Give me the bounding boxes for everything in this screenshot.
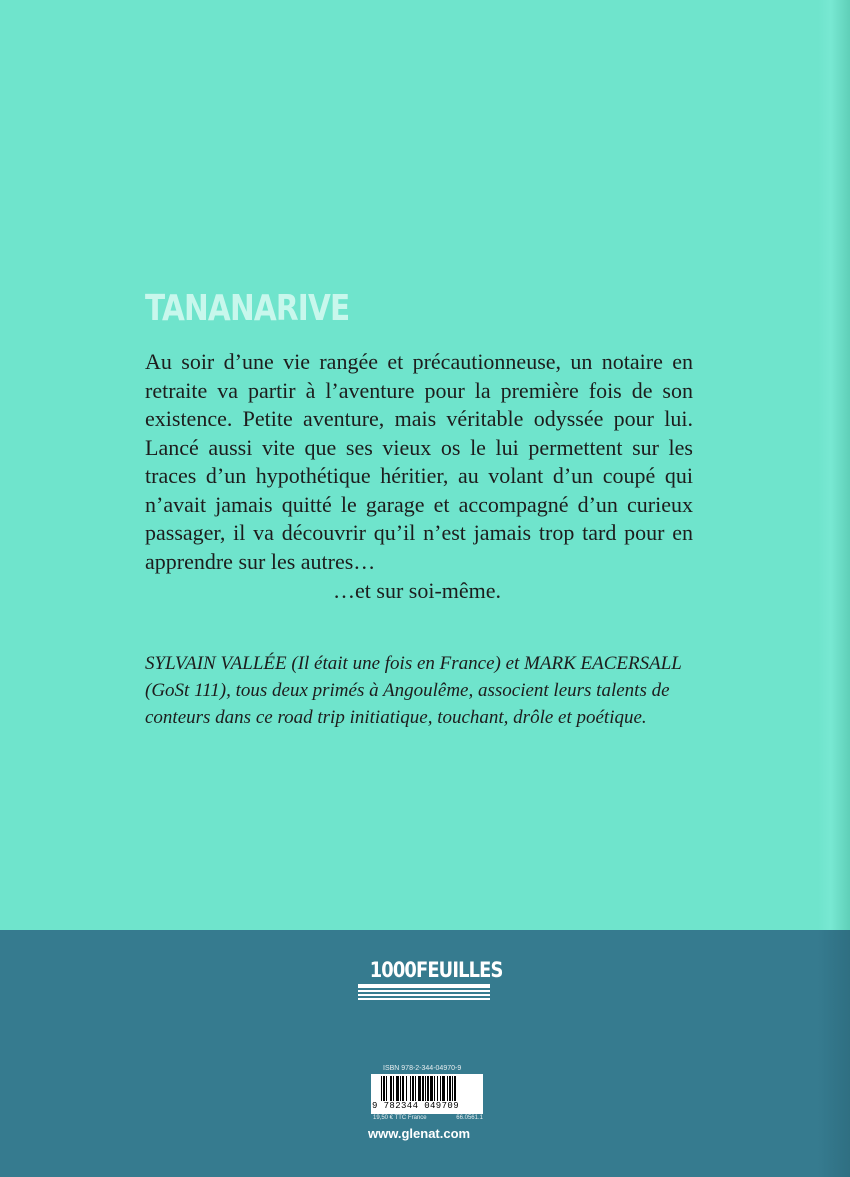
band-edge: [818, 930, 850, 1177]
authors-note: SYLVAIN VALLÉE (Il était une fois en France) et MARK EACERSALL (GoSt 111), tous deux primés à Angoulême, associent leurs talents de conteurs dans ce road trip initiatique, touchant, drôle et poétique.: [145, 653, 682, 728]
publisher-logo-stripes: [358, 984, 490, 1001]
publisher-website: www.glenat.com: [368, 1126, 471, 1141]
book-title: TANANARIVE: [145, 288, 350, 329]
barcode-bars: [381, 1076, 477, 1102]
product-code: 66.0561.1: [456, 1115, 483, 1121]
publisher-logo-text: 1000FEUILLES: [369, 958, 503, 982]
barcode-number: 9 782344 049709: [372, 1101, 482, 1111]
price-label: 19,50 € TTC France: [373, 1115, 427, 1121]
cover-edge: [818, 0, 850, 930]
publisher-logo: [358, 957, 503, 999]
summary-coda: …et sur soi-même.: [333, 578, 502, 603]
barcode: [371, 1074, 483, 1114]
summary-text: Au soir d’une vie rangée et précautionneuse, un notaire en retraite va partir à l’aventure pour la première fois de son existence. Petite aventure, mais véritable odyssée pour lui. Lancé aussi vite que ses vieux os le lui permettent sur les traces d’un hypothétique héritier, au volant d’un coupé qui n’avait jamais quitté le garage et accompagné d’un curieux passager, il va découvrir qu’il n’est jamais trop tard pour en apprendre sur les autres…: [145, 349, 693, 574]
summary-paragraph: [145, 348, 693, 576]
price-row: [373, 1115, 483, 1121]
isbn-label: ISBN 978-2-344-04970-9: [383, 1065, 462, 1072]
